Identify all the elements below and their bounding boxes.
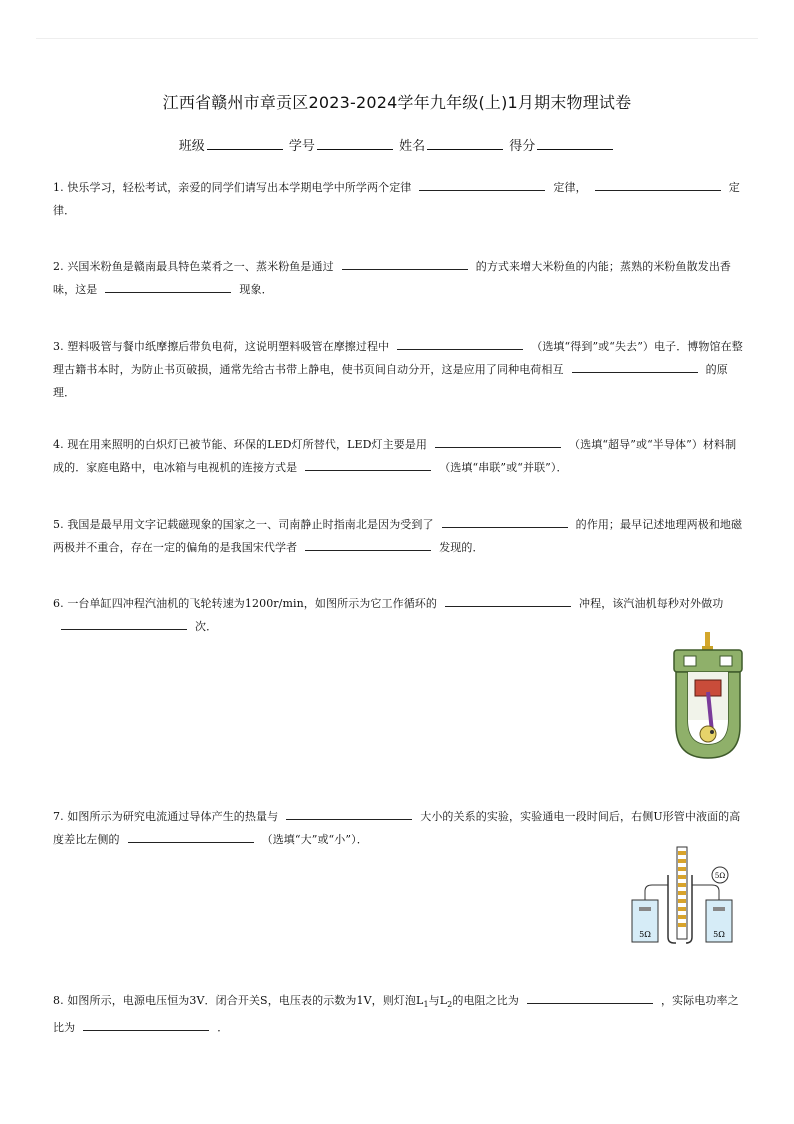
question-number: 8. bbox=[53, 994, 64, 1007]
question-text: 与L bbox=[428, 994, 448, 1007]
score-label: 得分 bbox=[509, 139, 536, 154]
answer-blank[interactable] bbox=[105, 280, 231, 293]
answer-blank[interactable] bbox=[286, 807, 412, 820]
number-label: 学号 bbox=[288, 139, 315, 154]
answer-blank[interactable] bbox=[435, 435, 561, 448]
question-text: （选填“大”或“小”）． bbox=[261, 833, 368, 846]
score-blank[interactable] bbox=[537, 137, 613, 150]
question-text: 我国是最早用文字记载磁现象的国家之一、司南静止时指南北是因为受到了 bbox=[67, 518, 434, 531]
question-number: 3. bbox=[53, 340, 64, 353]
question-number: 6. bbox=[53, 597, 64, 610]
class-blank[interactable] bbox=[207, 137, 283, 150]
question-5 bbox=[53, 513, 743, 559]
question-6 bbox=[53, 592, 743, 638]
answer-blank[interactable] bbox=[595, 178, 721, 191]
question-text: 大小的关系的实验，实验通电一段时间后，右侧U形管中液面的高度差比左侧的 bbox=[53, 810, 741, 846]
subscript: 2 bbox=[447, 1000, 453, 1010]
question-number: 7. bbox=[53, 810, 64, 823]
answer-blank[interactable] bbox=[527, 991, 653, 1004]
question-1 bbox=[53, 176, 743, 222]
question-text: 的方式来增大米粉鱼的内能；蒸熟的米粉鱼散发出香味，这是 bbox=[53, 260, 732, 296]
subscript: 1 bbox=[423, 1000, 429, 1010]
answer-blank[interactable] bbox=[572, 360, 698, 373]
answer-blank[interactable] bbox=[61, 617, 187, 630]
page-title: 江西省赣州市章贡区2023-2024学年九年级(上)1月期末物理试卷 bbox=[162, 93, 632, 112]
question-text: 现在用来照明的白炽灯已被节能、环保的LED灯所替代，LED灯主要是用 bbox=[67, 438, 428, 451]
question-text: 定律， bbox=[553, 181, 587, 194]
u-tube-experiment-figure bbox=[622, 845, 742, 947]
question-text: 的原理． bbox=[53, 363, 728, 399]
question-number: 4. bbox=[53, 438, 64, 451]
question-text: 的电阻之比为 bbox=[452, 994, 519, 1007]
top-resistor-label: 5Ω bbox=[714, 872, 726, 880]
question-text: 塑料吸管与餐巾纸摩擦后带负电荷，这说明塑料吸管在摩擦过程中 bbox=[67, 340, 390, 353]
answer-blank[interactable] bbox=[342, 257, 468, 270]
engine-cylinder-figure bbox=[668, 630, 748, 762]
name-blank[interactable] bbox=[427, 137, 503, 150]
left-resistor-label: 5Ω bbox=[639, 930, 651, 939]
right-resistor-label: 5Ω bbox=[713, 930, 725, 939]
question-text: 定律． bbox=[53, 181, 740, 217]
question-text: ，实际电功率之比为 bbox=[53, 994, 739, 1035]
question-3 bbox=[53, 335, 743, 404]
question-text: 如图所示为研究电流通过导体产生的热量与 bbox=[67, 810, 279, 823]
question-text: ． bbox=[217, 1021, 229, 1035]
question-number: 5. bbox=[53, 518, 64, 531]
answer-blank[interactable] bbox=[442, 515, 568, 528]
question-text: 冲程，该汽油机每秒对外做功 bbox=[579, 597, 724, 610]
number-blank[interactable] bbox=[317, 137, 393, 150]
question-text: 次． bbox=[195, 620, 218, 633]
question-4 bbox=[53, 433, 743, 479]
answer-blank[interactable] bbox=[397, 337, 523, 350]
question-text: （选填“串联”或“并联”）． bbox=[439, 461, 568, 474]
question-text: 一台单缸四冲程汽油机的飞轮转速为1200r/min，如图所示为它工作循环的 bbox=[67, 597, 438, 610]
answer-blank[interactable] bbox=[305, 458, 431, 471]
answer-blank[interactable] bbox=[128, 830, 254, 843]
question-text: 如图所示，电源电压恒为3V．闭合开关S，电压表的示数为1V，则灯泡L bbox=[67, 994, 424, 1007]
answer-blank[interactable] bbox=[419, 178, 545, 191]
name-label: 姓名 bbox=[399, 139, 426, 154]
student-info-line bbox=[0, 135, 794, 154]
answer-blank[interactable] bbox=[83, 1018, 209, 1031]
top-rule bbox=[36, 38, 758, 39]
crankshaft bbox=[700, 726, 716, 742]
question-text: 发现的． bbox=[439, 541, 484, 554]
question-text: （选填“得到”或“失去”）电子．博物馆在整理古籍书本时，为防止书页破损，通常先给古书带上静电，使书页间自动分开，这是应用了同种电荷相互 bbox=[53, 340, 743, 376]
spark-plug bbox=[705, 632, 710, 648]
answer-blank[interactable] bbox=[305, 538, 431, 551]
question-2 bbox=[53, 255, 743, 301]
question-text: 快乐学习，轻松考试，亲爱的同学们请写出本学期电学中所学两个定律 bbox=[67, 181, 412, 194]
class-label: 班级 bbox=[178, 139, 205, 154]
answer-blank[interactable] bbox=[445, 594, 571, 607]
question-number: 1. bbox=[53, 181, 64, 194]
question-text: （选填“超导”或“半导体”）材料制成的．家庭电路中，电冰箱与电视机的连接方式是 bbox=[53, 438, 737, 474]
question-text: 的作用；最早记述地理两极和地磁两极并不重合，存在一定的偏角的是我国宋代学者 bbox=[53, 518, 743, 554]
question-8 bbox=[53, 989, 743, 1039]
question-number: 2. bbox=[53, 260, 64, 273]
question-text: 兴国米粉鱼是赣南最具特色菜肴之一、蒸米粉鱼是通过 bbox=[67, 260, 334, 273]
question-text: 现象． bbox=[239, 283, 273, 296]
